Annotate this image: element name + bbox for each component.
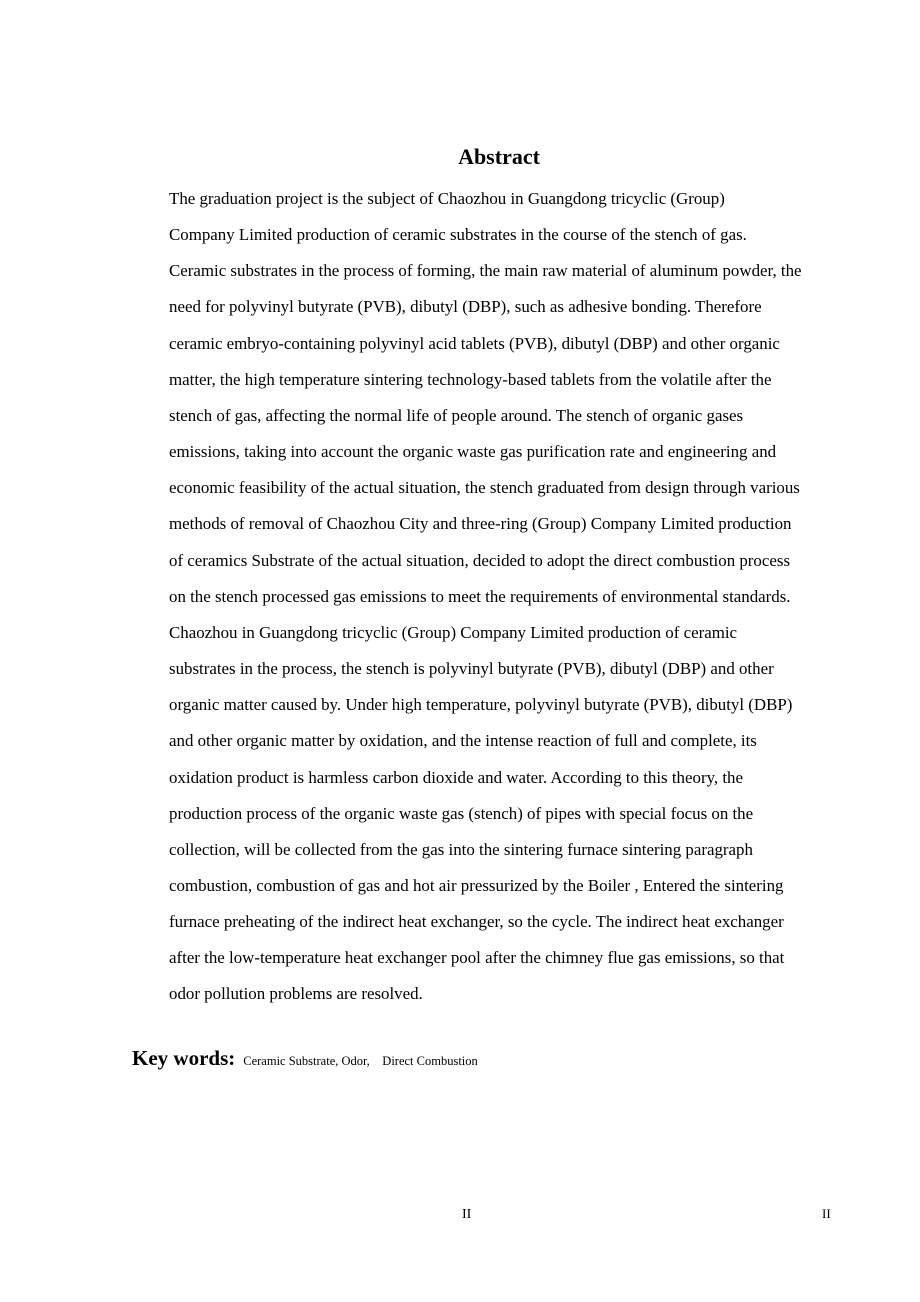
text-line: after the low-temperature heat exchanger pool after the chimney flue gas emissions, so that [169,948,785,968]
text-line: of ceramics Substrate of the actual situation, decided to adopt the direct combustion process [169,550,791,570]
text-line: combustion, combustion of gas and hot air pressurized by the Boiler , Entered the sintering [169,875,784,895]
abstract-body [132,181,832,1013]
keywords-label: Key words: [132,1046,236,1070]
abstract-paragraph-2 [132,615,832,1013]
text-line: economic feasibility of the actual situation, the stench graduated from design through various [169,478,800,498]
text-line: on the stench processed gas emissions to meet the requirements of environmental standards. [169,586,791,606]
text-line: Chaozhou in Guangdong tricyclic (Group) Company Limited production of ceramic [169,622,738,642]
text-line: organic matter caused by. Under high temperature, polyvinyl butyrate (PVB), dibutyl (DBP) [169,695,793,715]
text-line: The graduation project is the subject of Chaozhou in Guangdong tricyclic (Group) [169,189,725,208]
page-number-corner: II [822,1206,831,1221]
text-line: production process of the organic waste gas (stench) of pipes with special focus on the [169,803,754,823]
text-line: Ceramic substrates in the process of forming, the main raw material of aluminum powder, the [169,261,802,281]
text-line: Company Limited production of ceramic substrates in the course of the stench of gas. [169,225,747,245]
text-line: ceramic embryo-containing polyvinyl acid tablets (PVB), dibutyl (DBP) and other organic [169,333,780,353]
text-line: oxidation product is harmless carbon dioxide and water. According to this theory, the [169,767,743,787]
text-line: odor pollution problems are resolved. [169,984,423,1004]
page-title: Abstract [458,144,540,169]
keywords-text: Ceramic Substrate, Odor, Direct Combustion [243,1054,478,1068]
text-line: matter, the high temperature sintering technology-based tablets from the volatile after the [169,369,772,389]
text-line: substrates in the process, the stench is polyvinyl butyrate (PVB), dibutyl (DBP) and other [169,659,774,679]
text-line: and other organic matter by oxidation, and the intense reaction of full and complete, its [169,731,757,751]
abstract-paragraph-1 [132,181,832,615]
text-line: methods of removal of Chaozhou City and three-ring (Group) Company Limited production [169,514,792,534]
text-line: stench of gas, affecting the normal life of people around. The stench of organic gases [169,405,744,425]
keywords [132,1046,478,1071]
text-line: collection, will be collected from the gas into the sintering furnace sintering paragraph [169,839,753,859]
text-line: need for polyvinyl butyrate (PVB), dibutyl (DBP), such as adhesive bonding. Therefore [169,297,762,317]
text-line: furnace preheating of the indirect heat exchanger, so the cycle. The indirect heat exchanger [169,912,784,932]
text-line: emissions, taking into account the organic waste gas purification rate and engineering and [169,442,777,462]
page-number: II [462,1207,472,1222]
